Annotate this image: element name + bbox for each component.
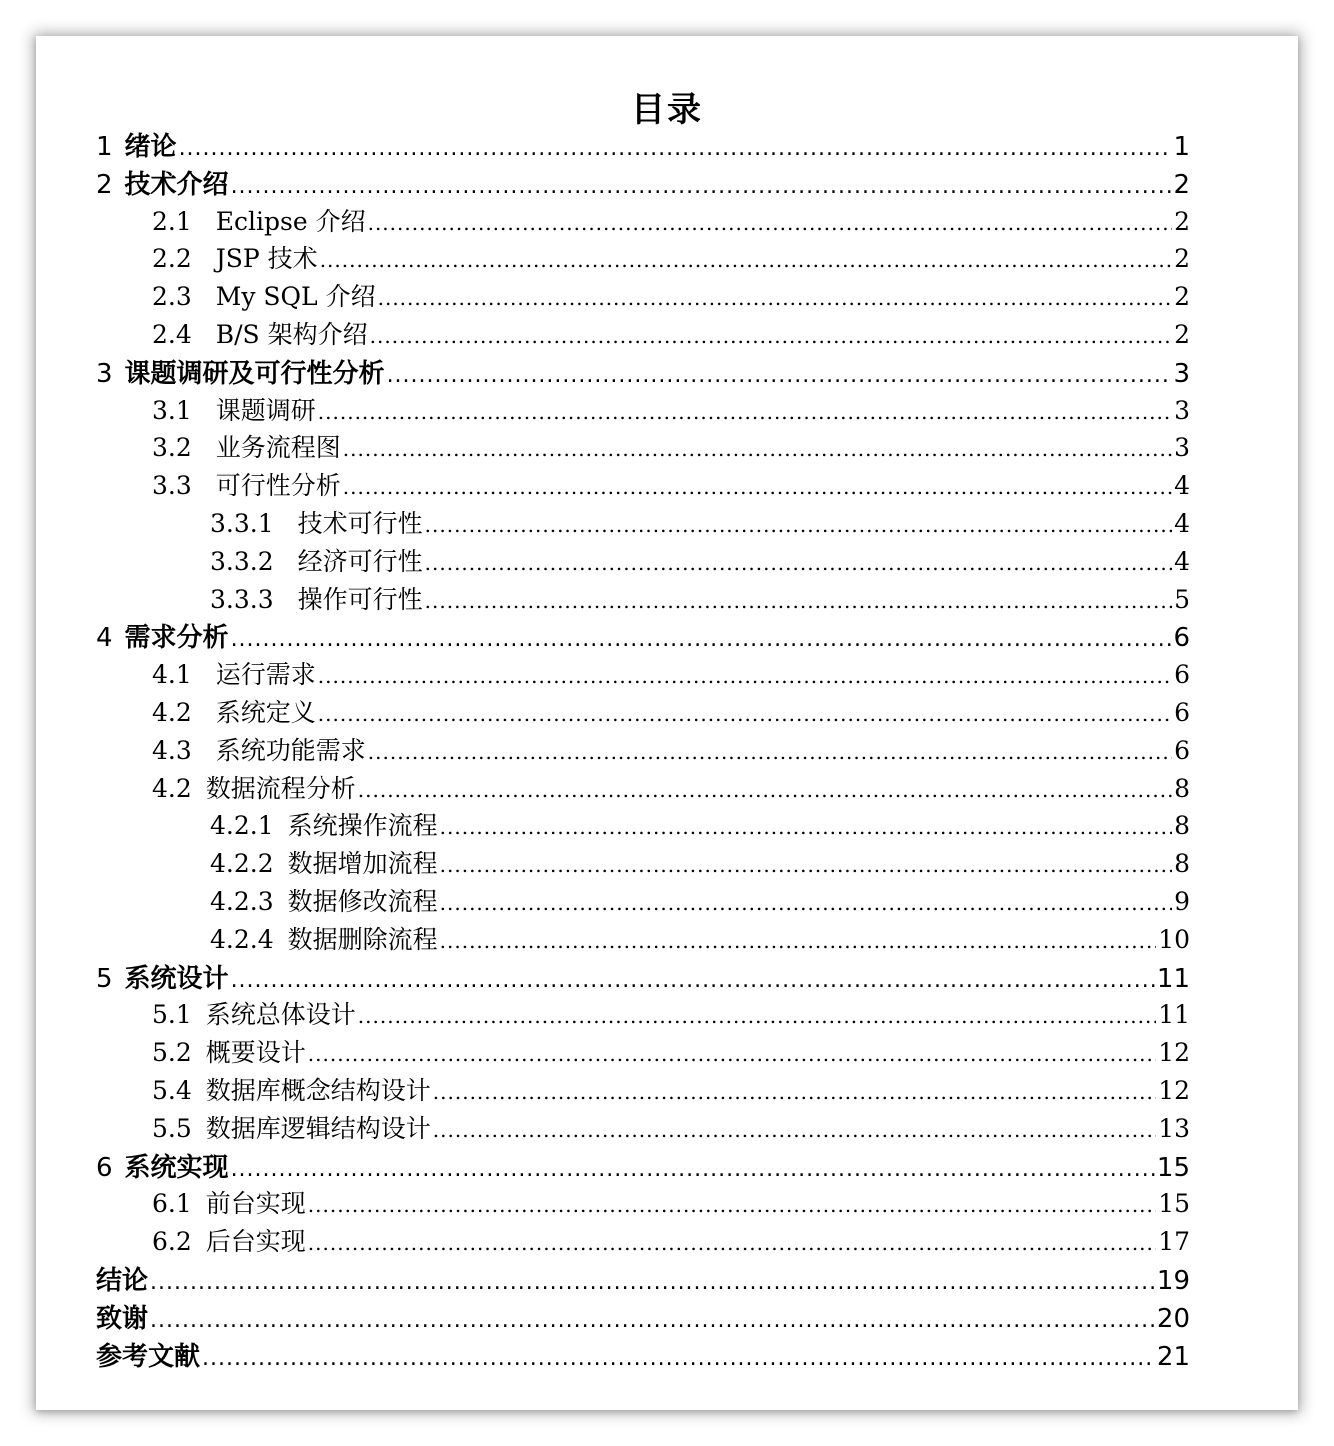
toc-entry-number: 4.1 <box>152 660 192 690</box>
toc-entry-number: 6.1 <box>152 1189 192 1219</box>
toc-entry-page-number: 13 <box>1158 1113 1190 1143</box>
dot-leader <box>425 589 1172 613</box>
toc-entry[interactable] <box>96 617 1190 654</box>
toc-entry-number: 4.2.2 <box>210 849 274 879</box>
toc-entry-number: 4 <box>96 623 113 654</box>
dot-leader <box>231 174 1172 199</box>
dot-leader <box>425 551 1172 575</box>
dot-leader <box>320 248 1172 272</box>
dot-leader <box>378 286 1172 310</box>
toc-entry-page-number: 10 <box>1158 924 1190 954</box>
toc-entry-number: 5.1 <box>152 1000 192 1030</box>
toc-entry-title: 技术介绍 <box>124 169 229 200</box>
toc-entry-title: 数据修改流程 <box>287 887 438 916</box>
toc-entry-number: 4.2.3 <box>210 887 274 916</box>
dot-leader <box>179 136 1172 161</box>
dot-leader <box>440 929 1157 953</box>
toc-entry-title: 可行性分析 <box>215 471 341 501</box>
toc-entry-page-number: 17 <box>1158 1227 1190 1257</box>
document-page <box>36 36 1298 1410</box>
toc-entry[interactable] <box>152 1071 1190 1107</box>
toc-entry-number: 4.2.4 <box>210 924 274 954</box>
toc-entry-number: 3.3.3 <box>210 584 274 614</box>
toc-entry-number: 5.4 <box>152 1076 192 1105</box>
toc-entry-number: 4.2 <box>152 698 192 727</box>
toc-entry-page-number: 6 <box>1174 735 1190 765</box>
toc-entry[interactable] <box>152 731 1190 767</box>
toc-entry-title: 数据库概念结构设计 <box>205 1076 431 1105</box>
dot-leader <box>343 437 1172 461</box>
toc-entry-number: 5 <box>96 963 113 994</box>
toc-entry-page-number: 2 <box>1174 320 1190 349</box>
toc-entry-title: 系统总体设计 <box>205 1000 356 1030</box>
dot-leader <box>150 1270 1155 1295</box>
toc-entry-page-number: 3 <box>1174 395 1190 425</box>
toc-entry-number: 3 <box>96 358 113 389</box>
toc-entry-title: 致谢 <box>96 1303 149 1334</box>
toc-entry-page-number: 11 <box>1156 963 1190 994</box>
toc-title: 目录 <box>631 90 703 130</box>
toc-entry-number: 2.3 <box>152 282 192 312</box>
toc-entry-number: 2.2 <box>152 244 192 274</box>
toc-entry[interactable] <box>96 958 1190 995</box>
toc-entry-title: 业务流程图 <box>215 433 341 463</box>
toc-entry-page-number: 12 <box>1158 1038 1190 1068</box>
dot-leader <box>368 740 1172 764</box>
toc-entry[interactable] <box>152 239 1190 275</box>
toc-entry-title: 系统功能需求 <box>215 735 366 765</box>
toc-entry-page-number: 6 <box>1174 660 1190 690</box>
dot-leader <box>150 1308 1155 1333</box>
toc-entry-page-number: 5 <box>1174 584 1190 614</box>
toc-entry-number: 5.2 <box>152 1038 192 1068</box>
dot-leader <box>308 1231 1156 1255</box>
toc-entry[interactable] <box>152 466 1190 502</box>
toc-entry-page-number: 15 <box>1156 1152 1190 1183</box>
dot-leader <box>318 702 1172 726</box>
toc-entry[interactable] <box>152 277 1190 313</box>
toc-entry-number: 4.3 <box>152 735 192 765</box>
dot-leader <box>387 363 1172 388</box>
toc-entry-page-number: 4 <box>1174 546 1190 576</box>
toc-entry-number: 2.4 <box>152 320 192 349</box>
dot-leader <box>231 968 1155 993</box>
toc-entry-page-number: 11 <box>1158 1000 1190 1030</box>
toc-entry[interactable] <box>152 391 1190 427</box>
toc-entry[interactable] <box>152 693 1190 729</box>
toc-entry-title: 系统操作流程 <box>287 811 438 841</box>
toc-entry-title: 前台实现 <box>205 1189 306 1219</box>
toc-entry-page-number: 12 <box>1158 1076 1190 1105</box>
toc-entry-number: 5.5 <box>152 1113 192 1143</box>
toc-entry-title: 课题调研及可行性分析 <box>124 358 385 389</box>
toc-entry-number: 1 <box>96 132 113 162</box>
toc-entry-title: JSP 技术 <box>215 244 318 274</box>
dot-leader <box>440 853 1172 877</box>
toc-entry[interactable] <box>152 315 1190 351</box>
toc-entry[interactable] <box>152 1033 1190 1069</box>
dot-leader <box>440 891 1172 915</box>
toc-entry-number: 3.1 <box>152 395 192 425</box>
toc-entry-title: 后台实现 <box>205 1227 306 1257</box>
toc-entry[interactable] <box>210 844 1190 880</box>
dot-leader <box>308 1042 1156 1066</box>
toc-entry[interactable] <box>152 1222 1190 1258</box>
toc-entry-number: 3.3.2 <box>210 546 274 576</box>
toc-entry[interactable] <box>152 428 1190 464</box>
dot-leader <box>433 1118 1156 1142</box>
toc-entry-page-number: 4 <box>1174 509 1190 538</box>
toc-entry-title: 绪论 <box>124 132 177 162</box>
toc-entry[interactable] <box>96 126 1190 163</box>
toc-entry-page-number: 4 <box>1174 471 1190 501</box>
toc-entry-title: 系统设计 <box>124 963 229 994</box>
toc-entry-title: B/S 架构介绍 <box>215 320 368 349</box>
toc-entry[interactable] <box>210 806 1190 842</box>
toc-entry-title: Eclipse 介绍 <box>215 206 366 236</box>
dot-leader <box>343 475 1172 499</box>
toc-entry-number: 2 <box>96 169 113 200</box>
toc-entry-page-number: 20 <box>1156 1303 1190 1334</box>
toc-entry-page-number: 19 <box>1156 1266 1190 1296</box>
toc-entry-title: My SQL 介绍 <box>215 282 376 312</box>
dot-leader <box>433 1080 1156 1104</box>
toc-entry-title: 经济可行性 <box>297 546 423 576</box>
toc-entry-title: 结论 <box>96 1266 149 1296</box>
toc-entry[interactable] <box>152 1109 1190 1145</box>
toc-entry[interactable] <box>96 1260 1190 1297</box>
toc-entry-page-number: 2 <box>1173 169 1190 200</box>
dot-leader <box>358 1004 1156 1028</box>
toc-entry-page-number: 1 <box>1173 132 1190 162</box>
toc-entry[interactable] <box>96 1147 1190 1184</box>
toc-entry[interactable] <box>210 504 1190 540</box>
dot-leader <box>231 627 1172 652</box>
toc-entry[interactable] <box>210 542 1190 578</box>
toc-entry-title: 参考文献 <box>96 1341 201 1372</box>
toc-entry[interactable] <box>96 164 1190 201</box>
toc-entry-number: 3.3.1 <box>210 509 274 538</box>
toc-entry-title: 概要设计 <box>205 1038 306 1068</box>
toc-entry-title: 操作可行性 <box>297 584 423 614</box>
toc-entry[interactable] <box>152 655 1190 691</box>
toc-entry-title: 课题调研 <box>215 395 316 425</box>
toc-entry-page-number: 3 <box>1174 433 1190 463</box>
toc-entry-page-number: 8 <box>1174 773 1190 803</box>
toc-entry[interactable] <box>96 1336 1190 1373</box>
toc-entry-title: 系统实现 <box>124 1152 229 1183</box>
toc-entry-number: 3.2 <box>152 433 192 463</box>
toc-entry-page-number: 2 <box>1174 244 1190 274</box>
toc-entry-number: 4.2.1 <box>210 811 274 841</box>
toc-entry-page-number: 15 <box>1158 1189 1190 1219</box>
toc-entry-page-number: 2 <box>1174 282 1190 312</box>
toc-entry-page-number: 6 <box>1173 623 1190 654</box>
toc-entry-number: 4.2 <box>152 773 192 803</box>
toc-entry-title: 技术可行性 <box>297 509 423 538</box>
dot-leader <box>370 324 1172 348</box>
toc-entry-title: 系统定义 <box>215 698 316 727</box>
toc-entry-number: 6 <box>96 1152 113 1183</box>
toc-entry-title: 需求分析 <box>124 623 229 654</box>
dot-leader <box>318 400 1172 424</box>
dot-leader <box>368 211 1173 235</box>
dot-leader <box>358 778 1172 802</box>
toc-entry[interactable] <box>96 1298 1190 1335</box>
dot-leader <box>318 664 1172 688</box>
toc-entry-title: 数据流程分析 <box>205 773 356 803</box>
toc-entry[interactable] <box>96 353 1190 390</box>
toc-entry-number: 2.1 <box>152 206 192 236</box>
toc-entry[interactable] <box>152 202 1190 238</box>
toc-entry-page-number: 2 <box>1174 206 1190 236</box>
toc-entry[interactable] <box>210 580 1190 616</box>
dot-leader <box>231 1157 1155 1182</box>
toc-entry-page-number: 6 <box>1174 698 1190 727</box>
toc-entry-page-number: 21 <box>1156 1341 1190 1372</box>
toc-entry-number: 3.3 <box>152 471 192 501</box>
dot-leader <box>202 1346 1155 1371</box>
toc-entry-title: 数据库逻辑结构设计 <box>205 1113 431 1143</box>
dot-leader <box>440 815 1172 839</box>
toc-entry[interactable] <box>152 769 1190 805</box>
toc-entry[interactable] <box>152 995 1190 1031</box>
toc-entry-title: 数据删除流程 <box>287 924 438 954</box>
toc-entry[interactable] <box>210 920 1190 956</box>
toc-entry-page-number: 3 <box>1173 358 1190 389</box>
toc-entry-number: 6.2 <box>152 1227 192 1257</box>
toc-entry[interactable] <box>152 1184 1190 1220</box>
toc-entry-page-number: 8 <box>1174 811 1190 841</box>
toc-entry-title: 运行需求 <box>215 660 316 690</box>
dot-leader <box>425 513 1172 537</box>
toc-entry-title: 数据增加流程 <box>287 849 438 879</box>
toc-entry[interactable] <box>210 882 1190 918</box>
toc-entry-page-number: 8 <box>1174 849 1190 879</box>
toc-entry-page-number: 9 <box>1174 887 1190 916</box>
dot-leader <box>308 1193 1156 1217</box>
